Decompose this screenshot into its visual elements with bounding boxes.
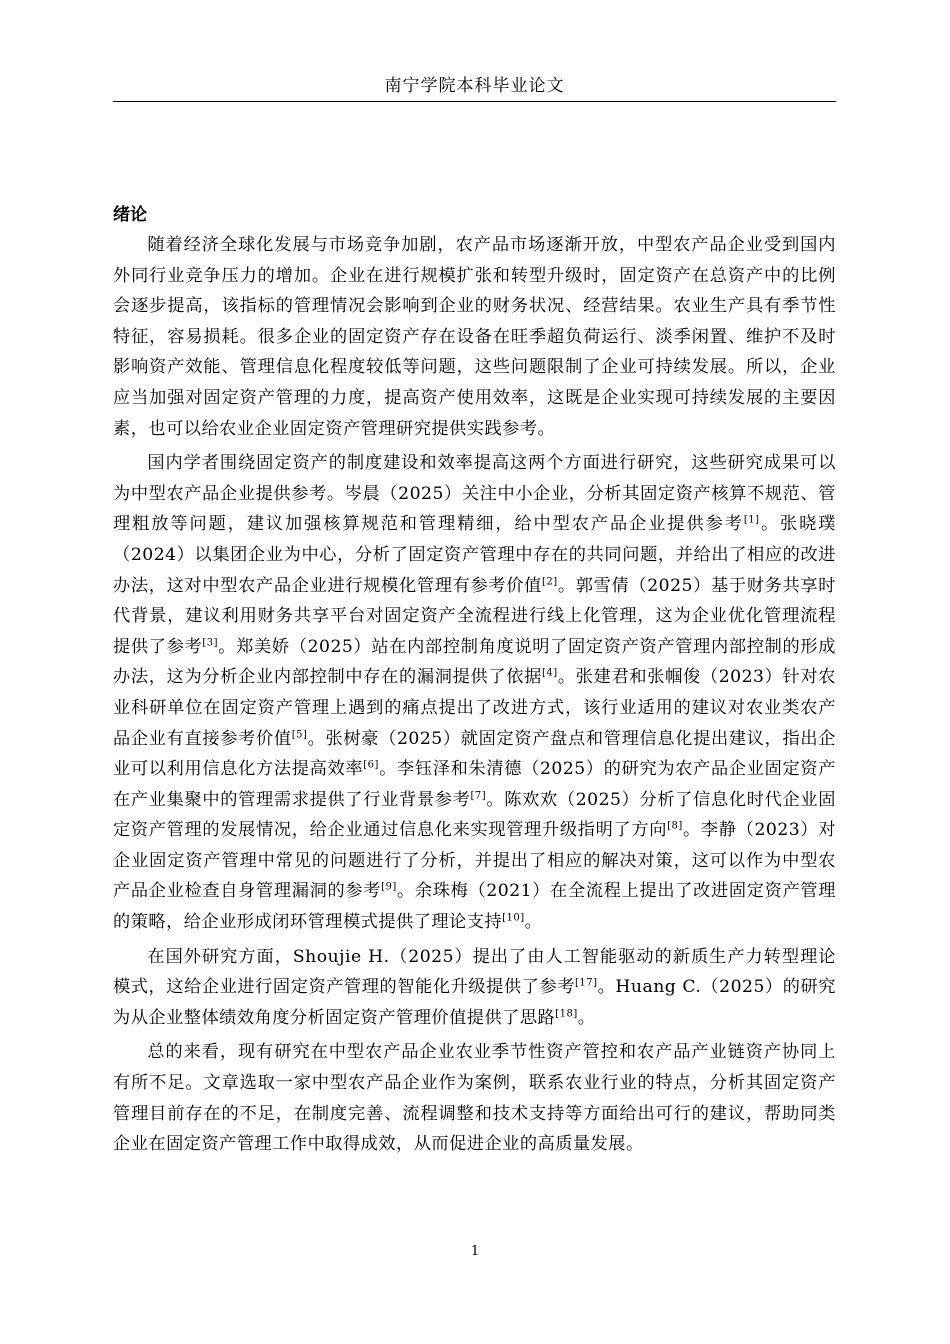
paragraph-text: 。郭雪倩（2025）基于财务共享时代背景，建议利用财务共享平台对固定资产全流程进行线上化管理，这为企业优化管理流程提供了参考 — [113, 575, 836, 657]
body-paragraphs — [113, 230, 836, 1160]
citation-marker: [9] — [381, 881, 397, 893]
citation-marker: [2] — [542, 575, 558, 587]
paragraph-text: 。余珠梅（2021）在全流程上提出了改进固定资产管理的策略，给企业形成闭环管理模式提供了理论支持 — [113, 881, 836, 933]
body-paragraph — [113, 1037, 836, 1159]
citation-marker: [5] — [291, 728, 308, 740]
citation-marker: [1] — [743, 514, 760, 526]
paragraph-text: 。 — [524, 912, 543, 933]
citation-marker: [18] — [555, 1008, 578, 1020]
paragraph-text: 。李钰泽和朱清德（2025）的研究为农产品企业固定资产在产业集聚中的管理需求提供了行业背景参考 — [113, 759, 836, 810]
paragraph-text: 。Huang C.（2025）的研究为从企业整体绩效角度分析固定资产管理价值提供了思路 — [113, 977, 836, 1028]
paragraph-text: 。李静（2023）对企业固定资产管理中常见的问题进行了分析，并提出了相应的解决对策，这可以作为中型农产品企业检查自身管理漏洞的参考 — [113, 820, 836, 902]
paragraph-text: 总的来看，现有研究在中型农产品企业农业季节性资产管控和农产品产业链资产协同上有所不足。文章选取一家中型农产品企业作为案例，联系农业行业的特点，分析其固定资产管理目前存在的不足，在制度完善、流程调整和技术支持等方面给出可行的建议，帮助同类企业在固定资产管理工作中取得成效，从而促进企业的高质量发展。 — [113, 1042, 836, 1155]
body-paragraph — [113, 942, 836, 1034]
paragraph-text: 。陈欢欢（2025）分析了信息化时代企业固定资产管理的发展情况，给企业通过信息化来实现管理升级指明了方向 — [113, 789, 836, 841]
paragraph-text: 。 — [577, 1007, 596, 1028]
citation-marker: [6] — [363, 759, 379, 771]
citation-marker: [3] — [202, 636, 219, 648]
paragraph-text: 随着经济全球化发展与市场竞争加剧，农产品市场逐渐开放，中型农产品企业受到国内外同行业竞争压力的增加。企业在进行规模扩张和转型升级时，固定资产在总资产中的比例会逐步提高，该指标的管理情况会影响到企业的财务状况、经营结果。农业生产具有季节性特征，容易损耗。很多企业的固定资产存在设备在旺季超负荷运行、淡季闲置、维护不及时影响资产效能、管理信息化程度较低等问题，这些问题限制了企业可持续发展。所以，企业应当加强对固定资产管理的力度，提高资产使用效率，这既是企业实现可持续发展的主要因素，也可以给农业企业固定资产管理研究提供实践参考。 — [113, 235, 836, 439]
body-paragraph — [113, 448, 836, 938]
paragraph-text: 。郑美娇（2025）站在内部控制角度说明了固定资产资产管理内部控制的形成办法，这为分析企业内部控制中存在的漏洞提供了依据 — [113, 636, 836, 688]
citation-marker: [10] — [502, 912, 525, 924]
paragraph-text: 。张建君和张帼俊（2023）针对农业科研单位在固定资产管理上遇到的痛点提出了改进方式，该行业适用的建议对农业类农产品企业有直接参考价值 — [113, 667, 836, 749]
main-content — [113, 200, 836, 1160]
page-number: 1 — [470, 1244, 480, 1259]
page-header: 南宁学院本科毕业论文 — [384, 76, 565, 96]
citation-marker: [7] — [470, 789, 487, 801]
paragraph-text: 在国外研究方面，Shoujie H.（2025）提出了由人工智能驱动的新质生产力转型理论模式，这给企业进行固定资产管理的智能化升级提供了参考 — [113, 946, 836, 998]
citation-marker: [8] — [667, 820, 683, 832]
paragraph-text: 。张晓璞（2024）以集团企业为中心，分析了固定资产管理中存在的共同问题，并给出了相应的改进办法，这对中型农产品企业进行规模化管理有参考价值 — [113, 514, 836, 596]
paragraph-text: 国内学者围绕固定资产的制度建设和效率提高这两个方面进行研究，这些研究成果可以为中型农产品企业提供参考。岑晨（2025）关注中小企业，分析其固定资产核算不规范、管理粗放等问题，建议加强核算规范和管理精细，给中型农产品企业提供参考 — [113, 453, 836, 535]
header-rule — [113, 101, 836, 102]
section-title: 绪论 — [113, 205, 147, 225]
paragraph-text: 。张树豪（2025）就固定资产盘点和管理信息化提出建议，指出企业可以利用信息化方法提高效率 — [113, 728, 836, 780]
citation-marker: [4] — [542, 667, 558, 679]
citation-marker: [17] — [575, 977, 598, 989]
body-paragraph — [113, 230, 836, 444]
